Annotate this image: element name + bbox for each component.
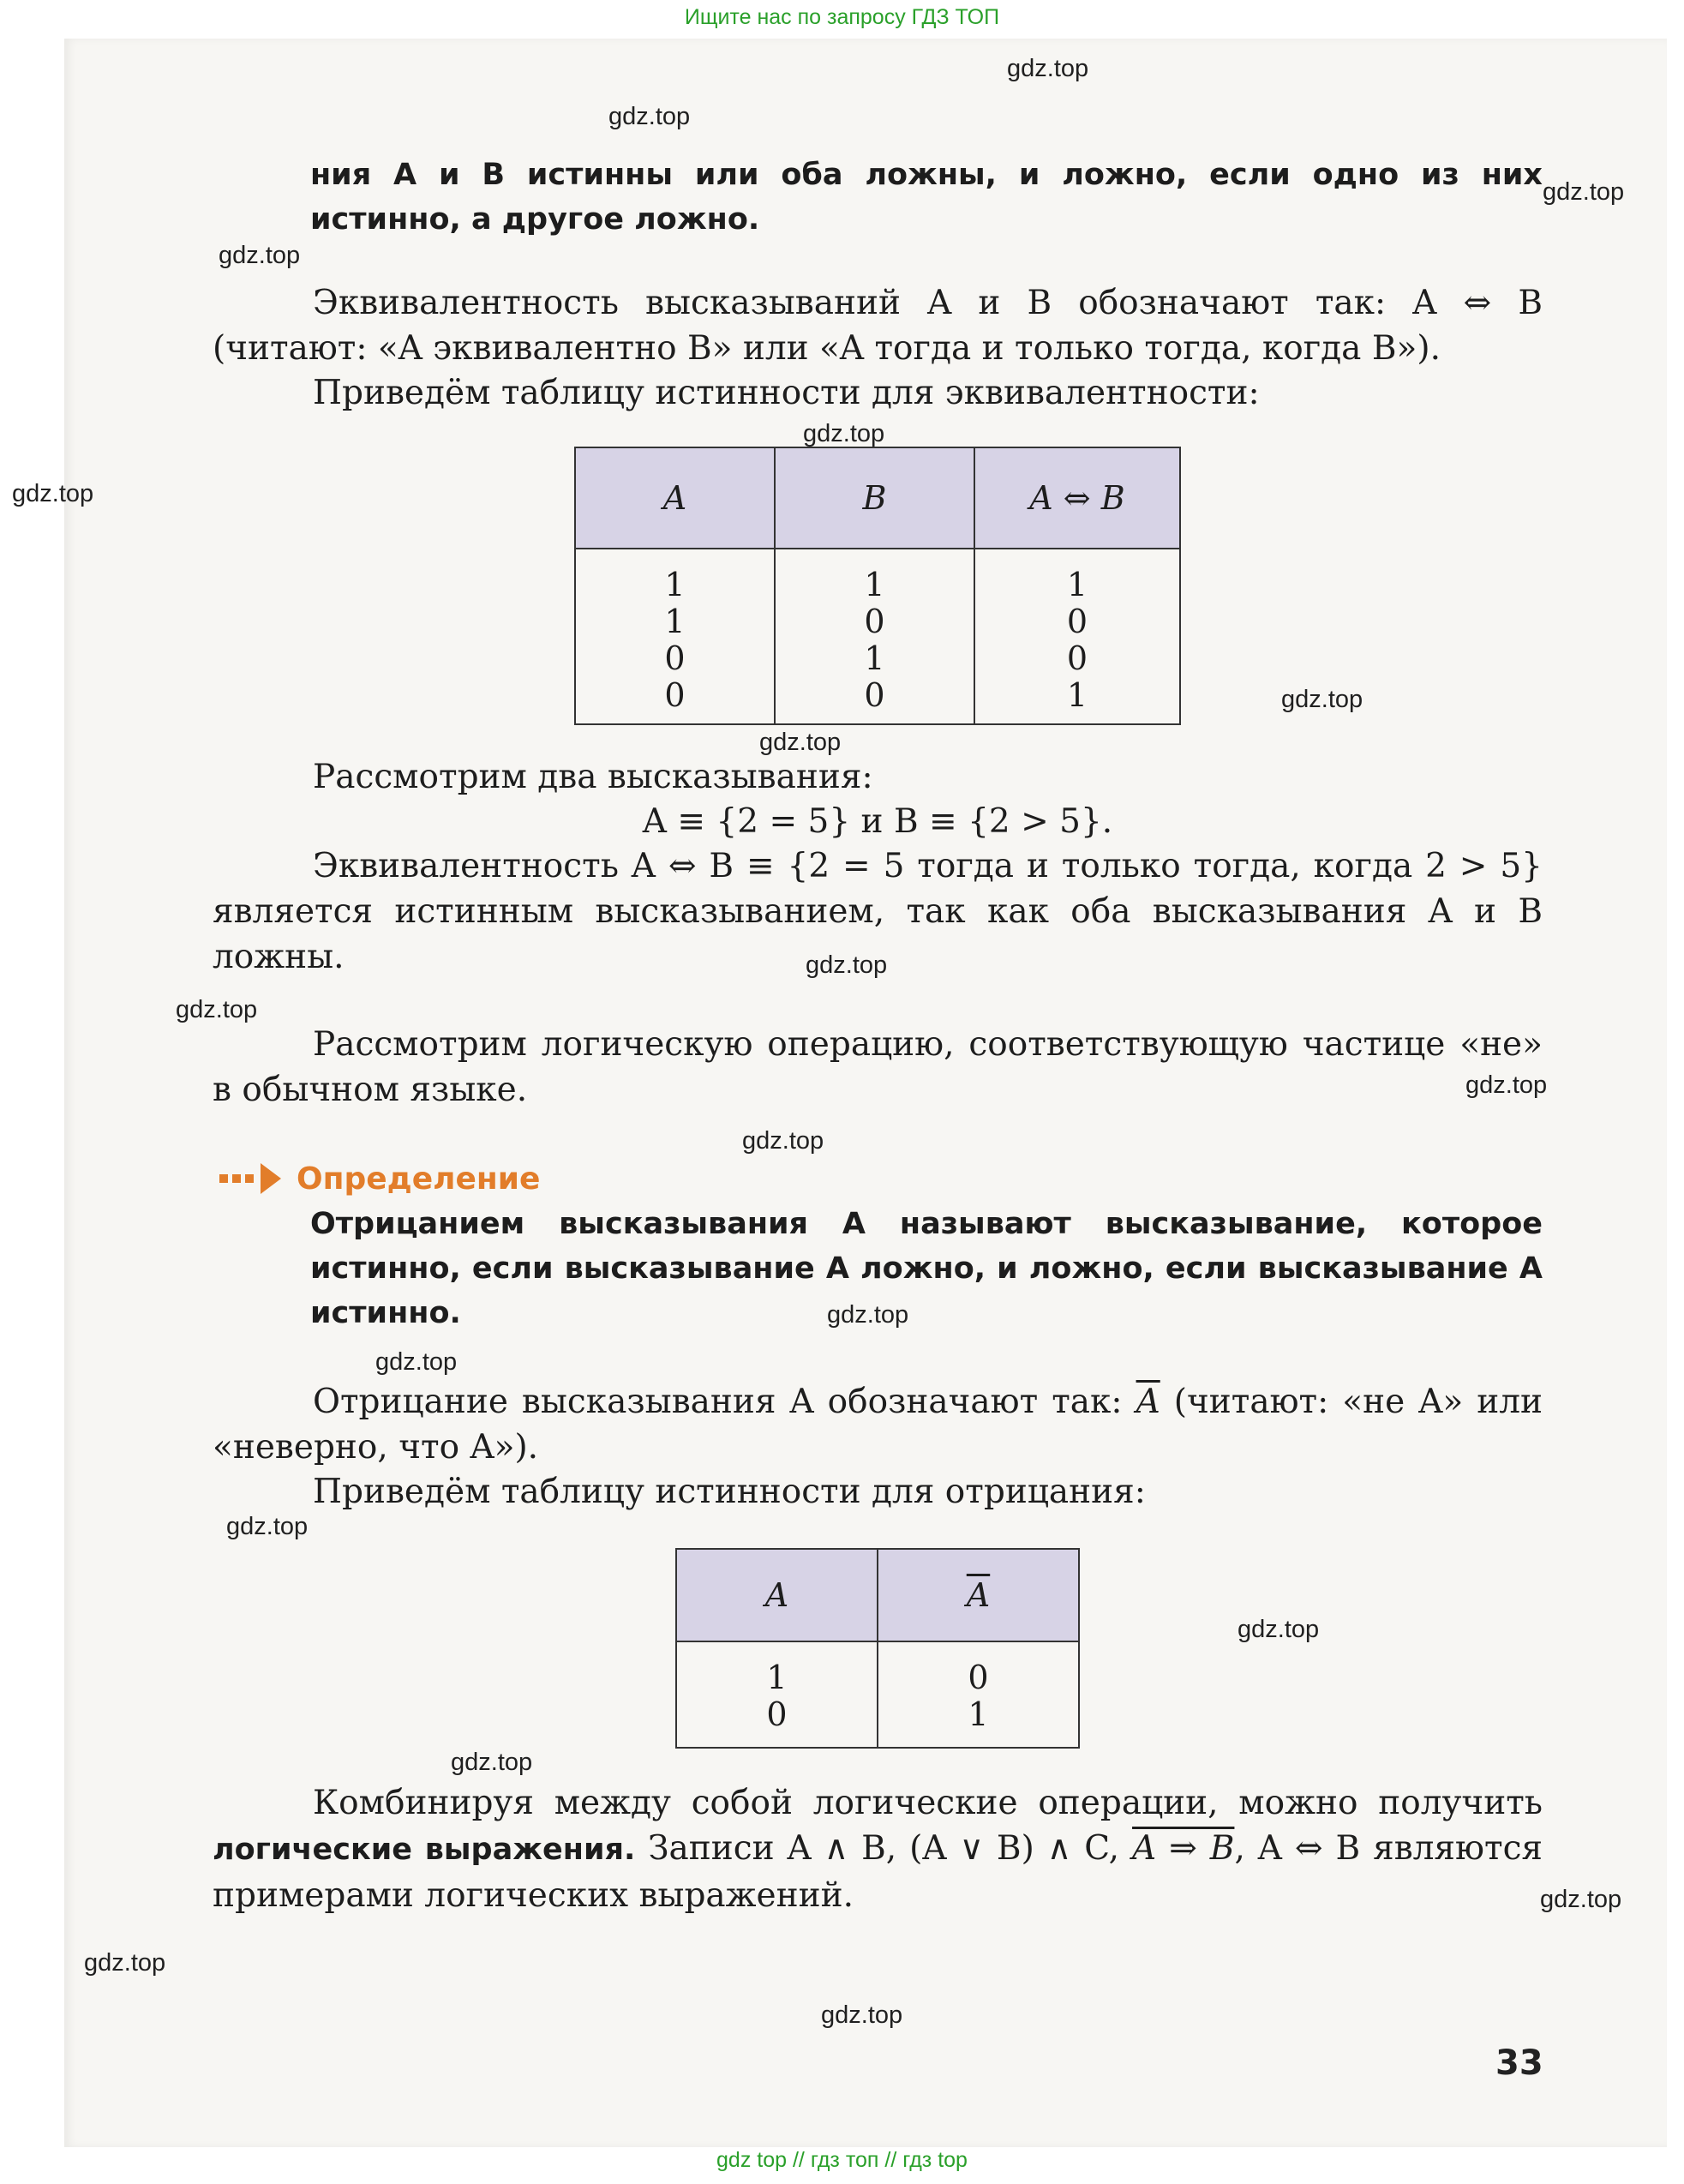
watermark: gdz.top <box>827 1301 909 1329</box>
watermark: gdz.top <box>803 420 885 447</box>
table-cell: 1 1 0 0 <box>575 549 775 724</box>
watermark: gdz.top <box>176 996 258 1023</box>
watermark: gdz.top <box>742 1127 824 1155</box>
paragraph-negation-notation <box>213 1379 1543 1470</box>
watermark: gdz.top <box>1540 1886 1622 1913</box>
paragraph-logical-expressions <box>213 1780 1543 1918</box>
watermark: gdz.top <box>84 1949 166 1977</box>
watermark: gdz.top <box>12 480 94 507</box>
watermark: gdz.top <box>821 2001 903 2029</box>
term-logical-expressions: логические выражения. <box>213 1833 636 1867</box>
table-cell: 1 0 0 1 <box>974 549 1180 724</box>
text-fragment: Записи A ∧ B, (A ∨ B) ∧ C, <box>648 1829 1120 1868</box>
negation-symbol: $\overline{A}$ <box>1136 1383 1160 1421</box>
watermark: gdz.top <box>1543 178 1625 206</box>
table-header: A <box>575 447 775 549</box>
watermark: gdz.top <box>759 729 842 756</box>
table-header: A ⇔ B <box>974 447 1180 549</box>
table-cell: 0 1 <box>878 1641 1079 1748</box>
table-header: $\overline{A}$ <box>878 1549 1079 1641</box>
equivalence-truth-table <box>574 447 1181 725</box>
watermark: gdz.top <box>806 951 888 979</box>
footer-watermark[interactable]: gdz top // гдз топ // гдз top <box>716 2148 968 2172</box>
text-fragment: (читают: «не A» или «неверно, что A»). <box>213 1383 1543 1467</box>
definition-label: Определение <box>297 1161 541 1197</box>
paragraph-equivalence-example: Эквивалентность A ⇔ B ≡ {2 = 5 тогда и только тогда, когда 2 > 5} является истинным высказыванием, так как оба высказывания A и B ложны. <box>213 847 1543 976</box>
watermark: gdz.top <box>1281 686 1363 713</box>
watermark: gdz.top <box>375 1348 458 1376</box>
paragraph-negation-definition: Отрицанием высказывания A называют высказывание, которое истинно, если высказывание A ложно, и ложно, если высказывание A истинно. <box>310 1207 1543 1330</box>
text-fragment: Комбинируя между собой логические операции, можно получить <box>313 1784 1543 1822</box>
table-header: B <box>775 447 974 549</box>
watermark: gdz.top <box>608 103 691 130</box>
paragraph-equivalence-table-intro: Приведём таблицу истинности для эквивалентности: <box>313 374 1260 412</box>
watermark: gdz.top <box>451 1749 533 1776</box>
watermark: gdz.top <box>219 242 301 269</box>
paragraph-negation-table-intro: Приведём таблицу истинности для отрицания: <box>313 1473 1146 1511</box>
page-number: 33 <box>1495 2043 1543 2083</box>
watermark: gdz.top <box>226 1513 309 1540</box>
paragraph-equivalence-notation: Эквивалентность высказываний A и B обозначают так: A ⇔ B (читают: «A эквивалентно B» или «A тогда и только тогда, когда B»). <box>213 284 1543 368</box>
table-header: A <box>676 1549 878 1641</box>
top-banner[interactable]: Ищите нас по запросу ГДЗ ТОП <box>684 5 1000 29</box>
paragraph-negation-intro: Рассмотрим логическую операцию, соответствующую частице «не» в обычном языке. <box>213 1025 1543 1109</box>
text-fragment: Отрицание высказывания A обозначают так: <box>313 1383 1123 1421</box>
negation-truth-table <box>675 1548 1080 1749</box>
definition-arrow-icon <box>219 1163 281 1194</box>
paragraph-two-statements: Рассмотрим два высказывания: <box>313 758 873 796</box>
watermark: gdz.top <box>1007 55 1089 82</box>
implication-negation: A ⇒ B <box>1132 1829 1235 1868</box>
text-fragment: , A ⇔ B являются примерами логических выражений. <box>213 1829 1543 1915</box>
formula-statements: A ≡ {2 = 5} и B ≡ {2 > 5}. <box>642 802 1113 841</box>
table-cell: 1 0 <box>676 1641 878 1748</box>
table-cell: 1 0 1 0 <box>775 549 974 724</box>
watermark: gdz.top <box>1238 1616 1320 1643</box>
watermark: gdz.top <box>1465 1071 1548 1099</box>
paragraph-definition-end: ния A и B истинны или оба ложны, и ложно, если одно из них истинно, а другое ложно. <box>310 158 1543 237</box>
definition-header <box>219 1157 540 1200</box>
